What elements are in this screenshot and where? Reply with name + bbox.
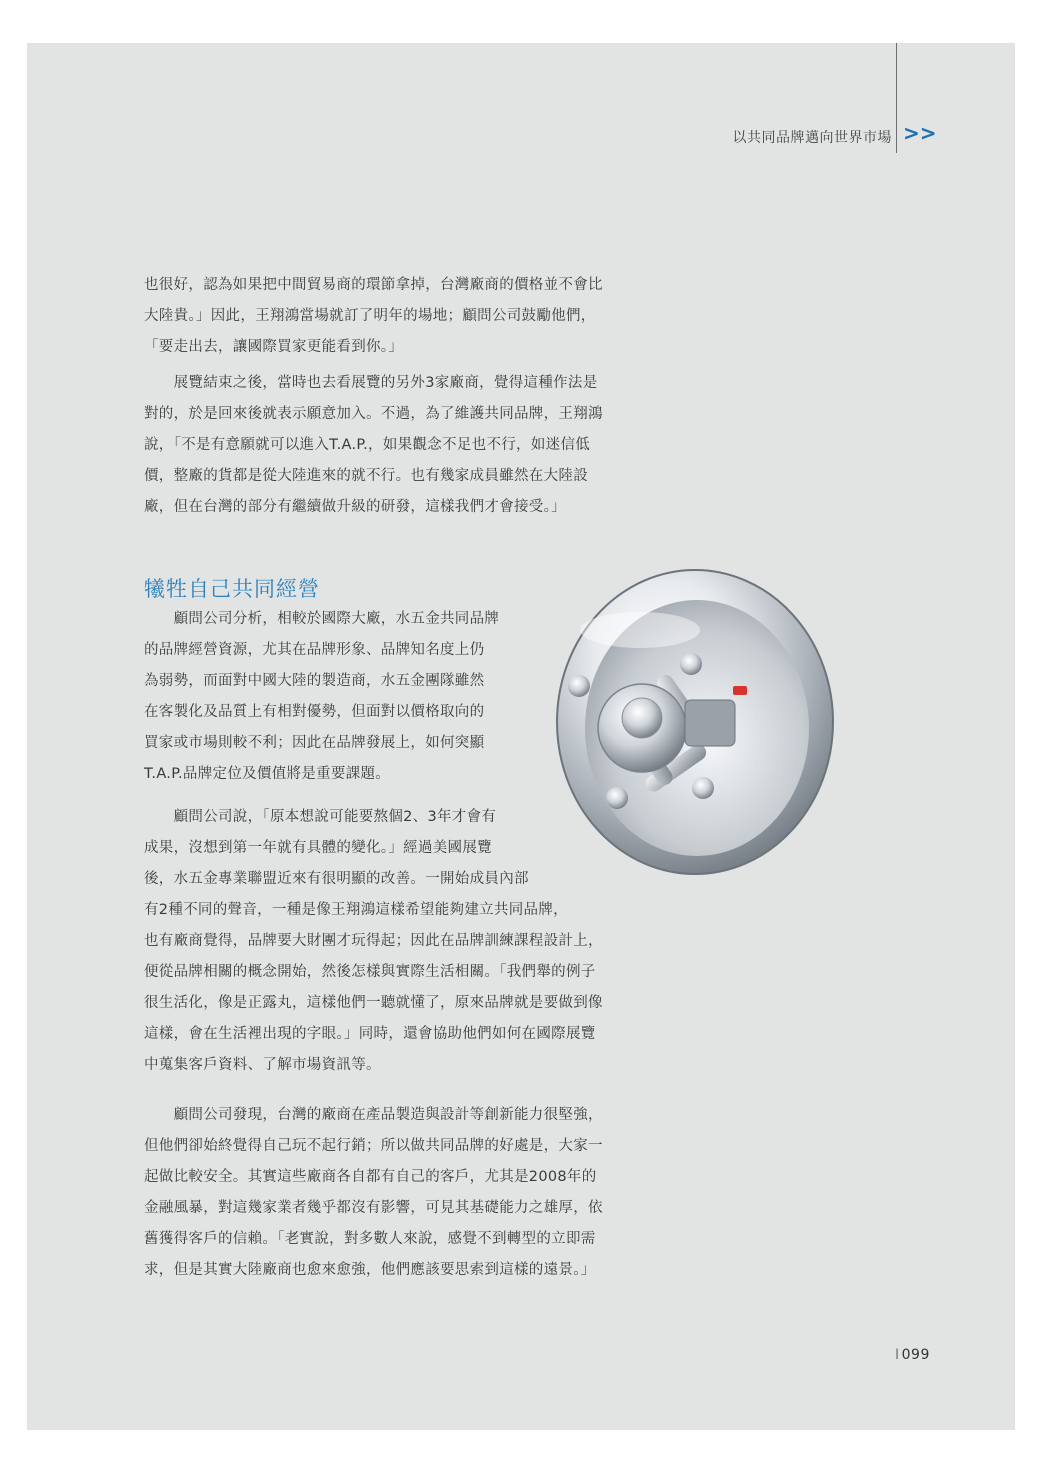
text-line: 求，但是其實大陸廠商也愈來愈強，他們應該要思索到這樣的遠景。」 [144,1262,596,1278]
text-line: 價，整廠的貨都是從大陸進來的就不行。也有幾家成員雖然在大陸設 [144,468,588,484]
header-divider [896,43,897,153]
paragraph-3 [144,604,499,790]
text-line: 顧問公司發現，台灣的廠商在產品製造與設計等創新能力很堅強， [144,1107,603,1123]
text-line: 也很好，認為如果把中間貿易商的環節拿掉，台灣廠商的價格並不會比 [144,277,603,293]
section-heading: 犧牲自己共同經營 [144,577,320,601]
text-line: 成果，沒想到第一年就有具體的變化。」經過美國展覽 [144,840,492,856]
text-line: T.A.P.品牌定位及價值將是重要課題。 [144,766,391,782]
text-line: 顧問公司分析，相較於國際大廠，水五金共同品牌 [144,611,500,627]
text-line: 「要走出去，讓國際買家更能看到你。」 [144,339,404,355]
text-line: 但他們卻始終覺得自己玩不起行銷；所以做共同品牌的好處是，大家一 [144,1138,603,1154]
valve-stem [685,700,735,746]
running-header-title: 以共同品牌邁向世界市場 [732,130,892,146]
text-line: 這樣，會在生活裡出現的字眼。」同時，還會協助他們如何在國際展覽 [144,1026,596,1042]
paragraph-1 [144,270,603,363]
text-line: 中蒐集客戶資料、了解市場資訊等。 [144,1057,381,1073]
temperature-indicator [733,686,747,695]
text-line: 也有廠商覺得，品牌要大財團才玩得起；因此在品牌訓練課程設計上， [144,933,603,949]
page-number: I 099 [895,1347,930,1363]
double-chevron-icon: >> [903,121,937,145]
shower-valve-image [545,560,845,880]
text-line: 便從品牌相關的概念開始，然後怎樣與實際生活相關。「我們舉的例子 [144,964,596,980]
text-line: 為弱勢，而面對中國大陸的製造商，水五金團隊雖然 [144,673,485,689]
text-line: 展覽結束之後，當時也去看展覽的另外3家廠商，覺得這種作法是 [144,375,598,391]
text-line: 在客製化及品質上有相對優勢，但面對以價格取向的 [144,704,485,720]
text-line: 對的，於是回來後就表示願意加入。不過，為了維護共同品牌，王翔鴻 [144,406,603,422]
paragraph-4 [144,802,603,1081]
text-line: 後，水五金專業聯盟近來有很明顯的改善。一開始成員內部 [144,871,529,887]
text-line: 廠，但在台灣的部分有繼續做升級的研發，這樣我們才會接受。」 [144,499,566,515]
paragraph-5 [144,1100,603,1286]
text-line: 說，「不是有意願就可以進入T.A.P.，如果觀念不足也不行，如迷信低 [144,437,591,453]
text-line: 顧問公司說，「原本想說可能要熬個2、3年才會有 [144,809,497,825]
text-line: 金融風暴，對這幾家業者幾乎都沒有影響，可見其基礎能力之雄厚，依 [144,1200,603,1216]
paragraph-2 [144,368,603,523]
text-line: 很生活化，像是正露丸，這樣他們一聽就懂了，原來品牌就是要做到像 [144,995,603,1011]
text-line: 舊獲得客戶的信賴。「老實說，對多數人來說，感覺不到轉型的立即需 [144,1231,596,1247]
text-line: 的品牌經營資源，尤其在品牌形象、品牌知名度上仍 [144,642,485,658]
text-line: 買家或市場則較不利；因此在品牌發展上，如何突顯 [144,735,485,751]
text-line: 起做比較安全。其實這些廠商各自都有自己的客戶，尤其是2008年的 [144,1169,597,1185]
text-line: 大陸貴。」因此，王翔鴻當場就訂了明年的場地；顧問公司鼓勵他們， [144,308,596,324]
text-line: 有2種不同的聲音，一種是像王翔鴻這樣希望能夠建立共同品牌， [144,902,568,918]
